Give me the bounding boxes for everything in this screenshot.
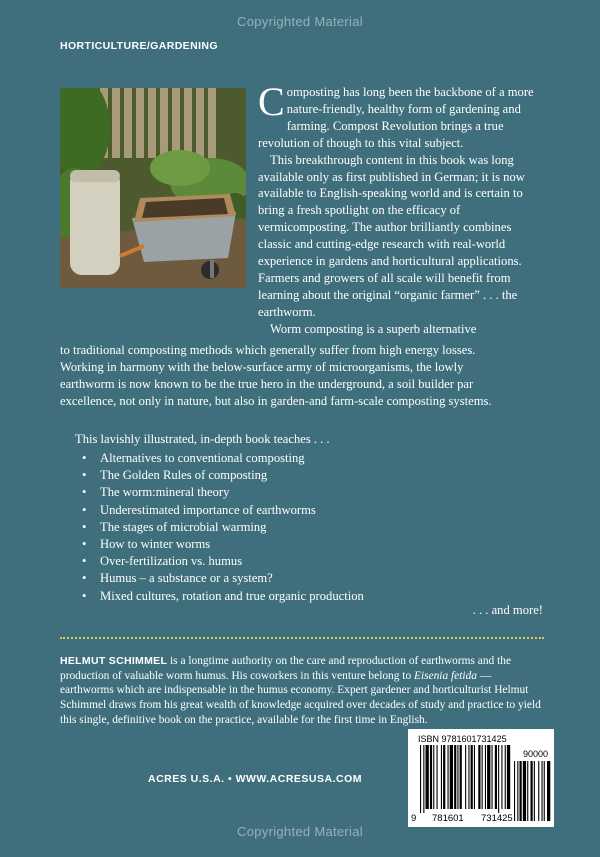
teaches-intro: This lavishly illustrated, in-depth book teaches . . . <box>75 432 330 446</box>
barcode-digit-group-2: 731425 <box>481 813 513 824</box>
barcode-bar <box>460 745 462 809</box>
author-species: Eisenia fetida <box>414 669 477 682</box>
barcode-bar <box>478 745 480 809</box>
compost-sieve-photo <box>60 88 246 288</box>
paragraph-line: excellence, not only in nature, but also in garden-and farm-scale composting systems. <box>60 393 492 408</box>
intro-paragraph-2: This breakthrough content in this book was long available only as first published in German; it is now available to English-speaking world and is certain to bring a fresh spotlight on the efficacy of vermicomposting. The author brilliantly combines classic and cutting-edge research with real-world experience in gardens and horticultural applications. Farmers and growers of all scale will benefit from learning about the original “organic farmer” . . . the earthworm. <box>258 152 525 319</box>
publisher-line: ACRES U.S.A. • WWW.ACRESUSA.COM <box>148 773 363 785</box>
barcode-bar <box>538 761 539 821</box>
and-more-text: . . . and more! <box>472 603 543 617</box>
barcode-bar <box>505 745 506 809</box>
category-label: HORTICULTURE/GARDENING <box>60 40 218 52</box>
barcode-bar <box>495 745 497 809</box>
barcode-bar <box>498 745 499 813</box>
barcode-bar <box>534 761 535 821</box>
paragraph-line: Working in harmony with the below-surface army of microorganisms, the lowly <box>60 359 464 374</box>
author-bio-part-1: is a longtime authority on the care and reproduction of earthworms and the production of valuable worm humus. His coworkers in this venture belong to <box>60 655 511 682</box>
barcode-bar <box>523 761 526 821</box>
watermark-bottom: Copyrighted Material <box>237 824 363 839</box>
barcode-bar <box>430 745 432 809</box>
barcode-bar <box>450 745 453 809</box>
teaches-list <box>80 450 364 605</box>
barcode-bar <box>448 745 449 809</box>
author-bio-part-2: — earthworms which are indispensable in the humus economy. Expert gardener and horticulturist Helmut Schimmel draws from his great wealth of knowledge acquired over decades of study and practice to yield this single, definitive book on the practice, available for the first time in English. <box>60 669 541 726</box>
barcode-bar <box>542 761 543 821</box>
barcode-bar <box>420 745 421 813</box>
list-item: • Alternatives to conventional composting <box>80 450 364 467</box>
barcode-bar <box>507 745 510 809</box>
barcode-bar <box>423 745 424 813</box>
barcode-bar <box>441 745 442 809</box>
barcode-bar <box>433 745 434 809</box>
barcode-bar <box>426 745 429 809</box>
intro-paragraph-3-start: Worm composting is a superb alternative <box>270 321 477 336</box>
list-item: • Over-fertilization vs. humus <box>80 553 364 570</box>
barcode-digit-group-1: 781601 <box>432 813 464 824</box>
intro-paragraph-1: omposting has long been the backbone of a more nature-friendly, healthy form of gardening and farming. Compost Revolution brings a true revolution of though to this vital subject. <box>258 85 534 150</box>
barcode-bar <box>482 745 483 809</box>
barcode-bar <box>487 745 490 809</box>
author-name: HELMUT SCHIMMEL <box>60 655 168 667</box>
list-item: • The Golden Rules of composting <box>80 467 364 484</box>
barcode-bar <box>471 745 473 809</box>
paragraph-line: to traditional composting methods which generally suffer from high energy losses. <box>60 343 476 357</box>
barcode-bar <box>520 761 522 821</box>
barcode-bar <box>474 745 475 809</box>
barcode-bar <box>437 745 438 809</box>
list-item: • Mixed cultures, rotation and true organic production <box>80 588 364 605</box>
barcode-bar <box>517 761 518 821</box>
drop-cap: C <box>258 79 285 124</box>
barcode-bar <box>547 761 550 821</box>
barcode-bar <box>531 761 533 821</box>
barcode-bar <box>454 745 456 809</box>
isbn-label: ISBN 9781601731425 <box>418 734 507 744</box>
list-item: • Humus – a substance or a system? <box>80 570 364 587</box>
barcode-bar <box>544 761 545 821</box>
price-code: 90000 <box>522 749 548 759</box>
author-bio <box>60 654 547 728</box>
watermark-top: Copyrighted Material <box>237 14 363 29</box>
list-item: • How to winter worms <box>80 536 364 553</box>
worm-composting-paragraph <box>60 342 548 410</box>
barcode-bar <box>443 745 445 809</box>
barcode-bar <box>465 745 466 809</box>
paragraph-line: earthworm is now known to be the true hero in the underground, a soil builder par <box>60 376 474 391</box>
list-item: • The stages of microbial warming <box>80 519 364 536</box>
dotted-divider <box>60 637 544 639</box>
barcode-digit-first: 9 <box>411 813 417 824</box>
barcode-bar <box>468 745 469 809</box>
list-item: • The worm:mineral theory <box>80 484 364 501</box>
isbn-barcode <box>408 729 554 827</box>
barcode-bar <box>457 745 458 809</box>
barcode-bar <box>492 745 493 809</box>
intro-text <box>258 79 543 338</box>
barcode-bar <box>514 761 515 821</box>
barcode-bar <box>501 745 502 809</box>
cover-photo <box>60 88 246 288</box>
barcode-bar <box>527 761 528 821</box>
barcode-bar <box>485 745 486 809</box>
list-item: • Underestimated importance of earthworms <box>80 502 364 519</box>
